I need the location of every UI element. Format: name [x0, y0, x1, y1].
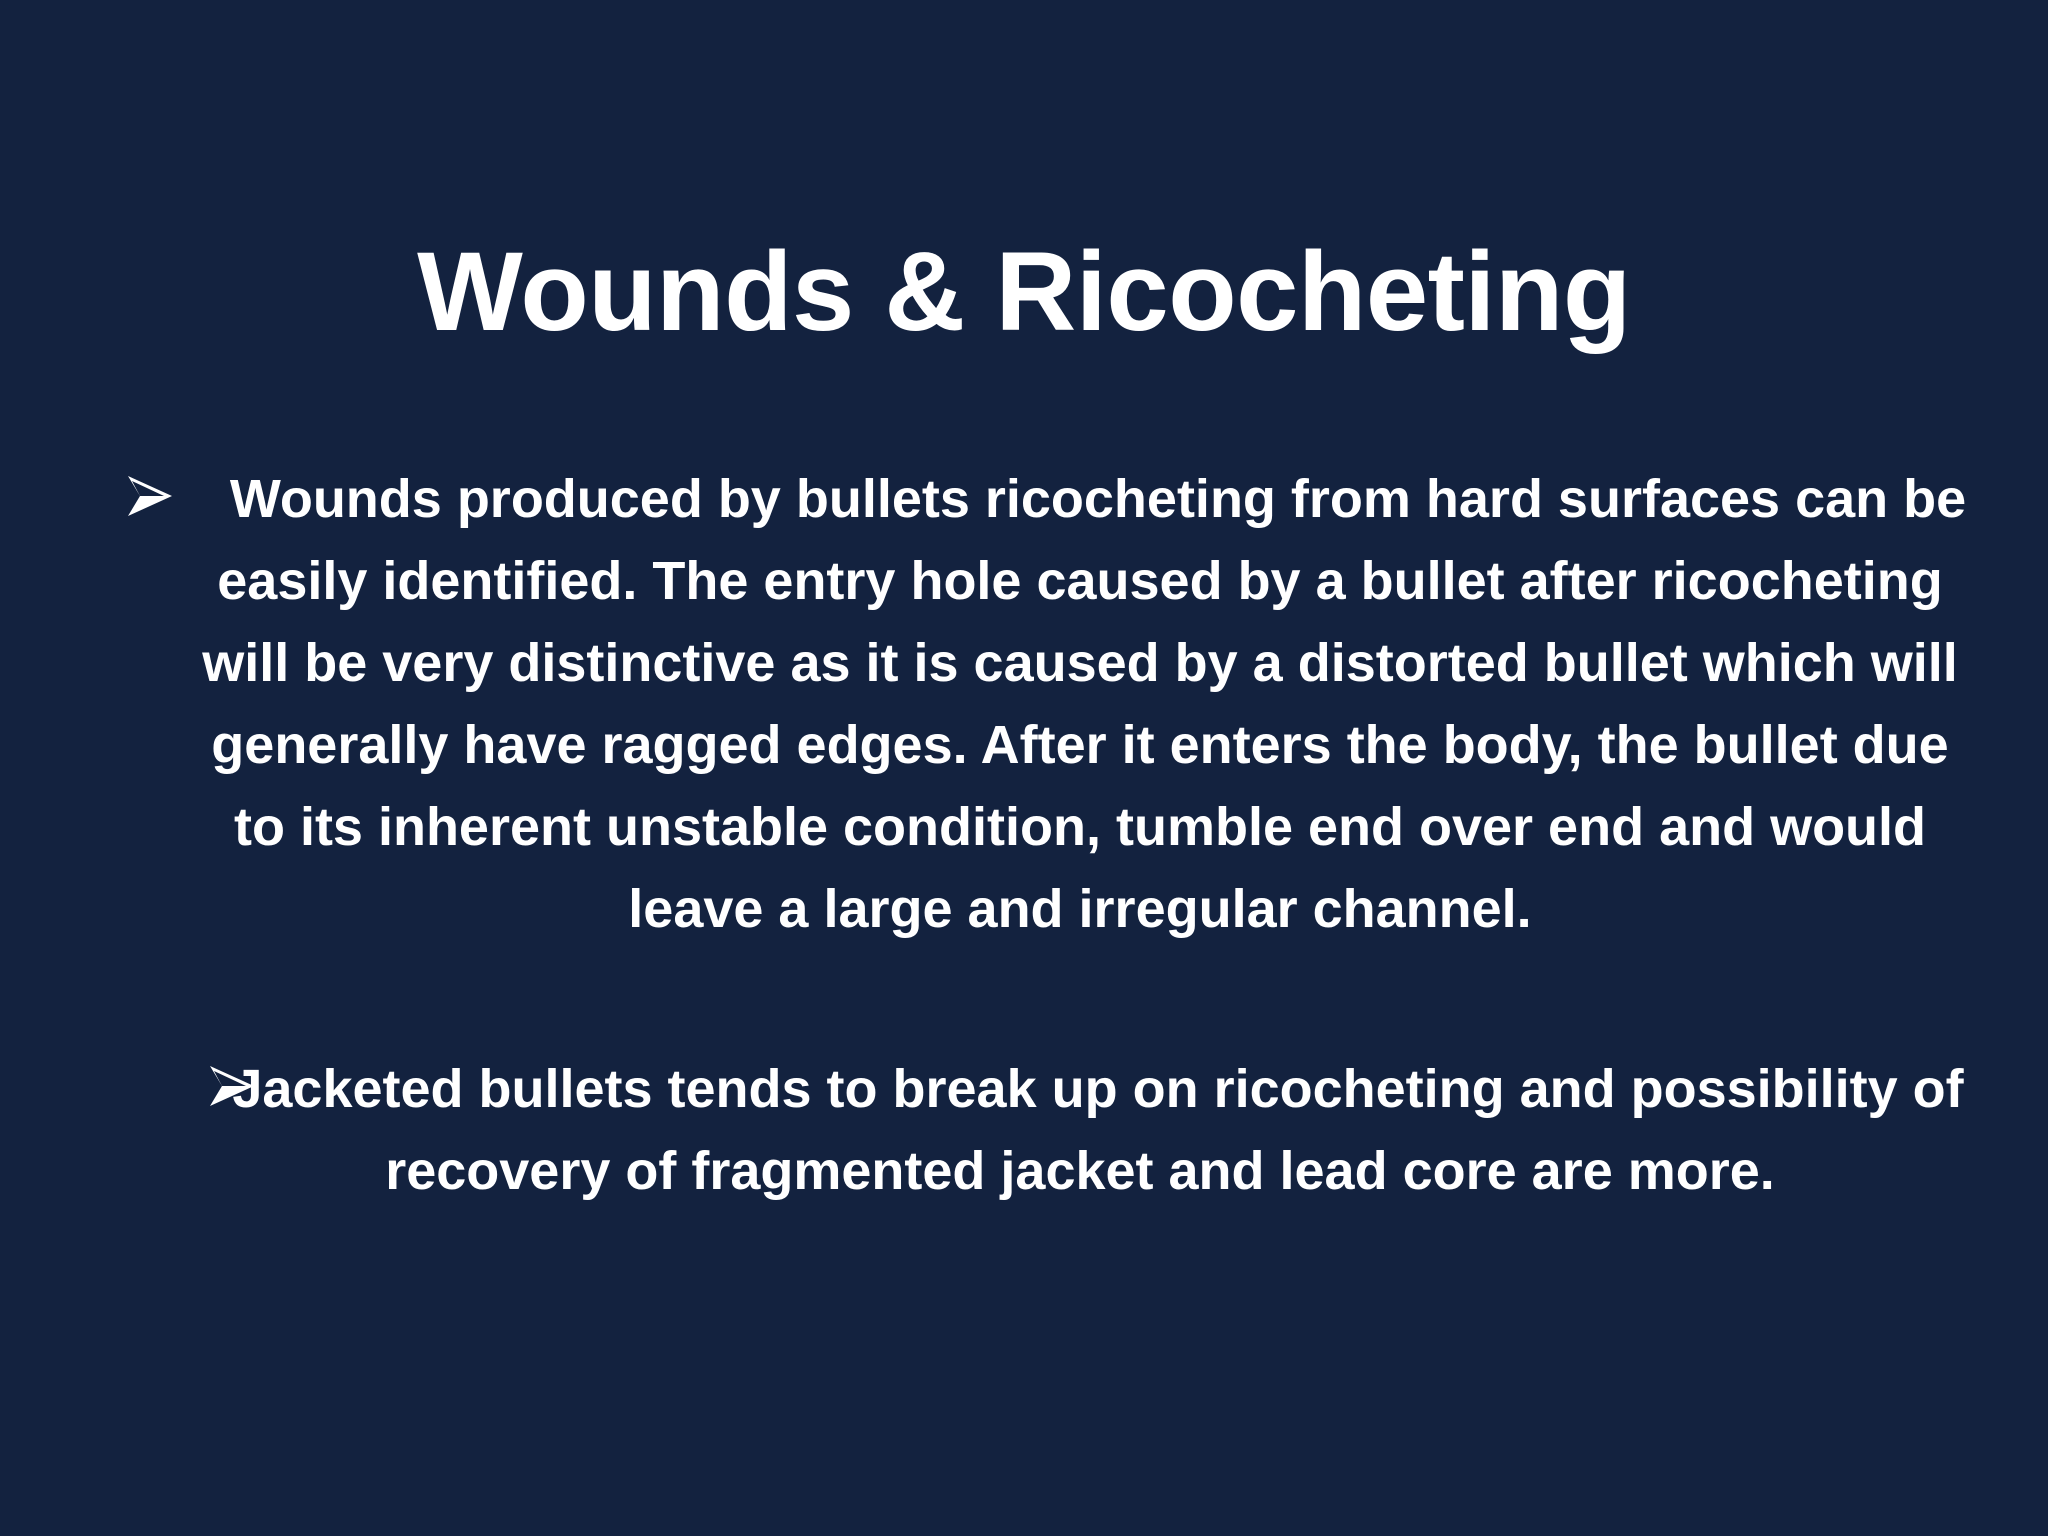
bullet-text: Jacketed bullets tends to break up on ricocheting and possibility of recovery of fragmented jacket and lead core are more.	[232, 1059, 1964, 1201]
slide-title: Wounds & Ricocheting	[417, 229, 1631, 354]
arrowhead-bullet-icon	[126, 472, 174, 520]
bullet-text: Wounds produced by bullets ricocheting from hard surfaces can be easily identified. The entry hole caused by a bullet after ricocheting will be very distinctive as it is caused by a distorted bullet which will generally have ragged edges. After it enters the body, the bullet due to its inherent unstable condition, tumble end over end and would leave a large and irregular channel.	[202, 469, 1967, 939]
